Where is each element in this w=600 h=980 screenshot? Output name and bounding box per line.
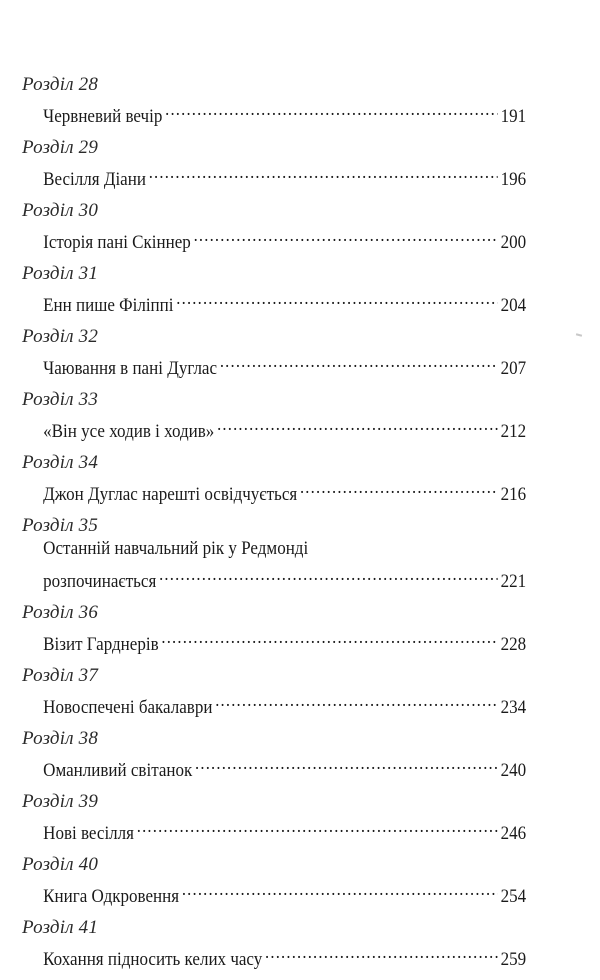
chapter-label: Розділ 28 [22,74,99,95]
toc-title-row [22,624,526,658]
toc-entry [22,602,528,658]
page-number: 228 [500,635,527,655]
dot-leader [161,624,497,650]
chapter-title: Книга Одкровення [43,887,180,907]
chapter-label: Розділ 39 [22,791,99,812]
toc-title-row [22,348,526,382]
page-number: 191 [500,107,527,127]
toc-title-row [22,750,526,784]
chapter-title: Весілля Діани [43,170,146,190]
page-number: 200 [500,233,527,253]
page-number: 221 [500,572,527,592]
chapter-label: Розділ 37 [22,665,99,686]
dot-leader [176,285,497,311]
toc-entry [22,728,528,784]
toc-entry [22,791,528,847]
toc-entry [22,389,528,445]
chapter-label: Розділ 33 [22,389,99,410]
toc-title-row [22,474,526,508]
chapter-title: Чаювання в пані Дуглас [43,359,218,379]
toc-entry [22,854,528,910]
dot-leader [137,813,498,839]
page-number: 212 [500,422,527,442]
toc-title-row [22,561,526,595]
chapter-title: «Він усе ходив і ходив» [43,422,215,442]
chapter-title: Кохання підносить келих часу [43,950,263,970]
toc-entry [22,74,528,130]
toc-entry [22,200,528,256]
page-number: 207 [500,359,527,379]
toc-entry [22,917,528,973]
dot-leader [165,96,498,122]
chapter-title-first-line: Останній навчальний рік у Редмонді [43,539,309,559]
table-of-contents [22,74,528,980]
dot-leader [194,222,498,248]
chapter-label: Розділ 40 [22,854,99,875]
chapter-title: Червневий вечір [43,107,163,127]
chapter-label: Розділ 41 [22,917,99,938]
toc-title-row [22,159,526,193]
chapter-label: Розділ 31 [22,263,99,284]
toc-entry [22,452,528,508]
page-number: 204 [500,296,527,316]
chapter-label: Розділ 36 [22,602,99,623]
chapter-label: Розділ 38 [22,728,99,749]
toc-entry [22,263,528,319]
toc-title-row [22,285,526,319]
toc-title-row [22,411,526,445]
toc-entry [22,665,528,721]
page-number: 254 [500,887,527,907]
toc-title-row [22,876,526,910]
chapter-label: Розділ 34 [22,452,99,473]
page-number: 216 [500,485,527,505]
chapter-label: Розділ 29 [22,137,99,158]
chapter-label: Розділ 35 [22,515,99,536]
toc-entry [22,137,528,193]
toc-title-row [22,222,526,256]
dot-leader [195,750,498,776]
page-number: 240 [500,761,527,781]
toc-title-row [22,813,526,847]
chapter-title: Джон Дуглас нарешті освідчується [43,485,298,505]
chapter-title: Візит Гарднерів [43,635,159,655]
chapter-title: Історія пані Скіннер [43,233,191,253]
paper-speck [576,333,582,336]
toc-title-row [22,939,526,973]
chapter-title: Оманливий світанок [43,761,193,781]
chapter-title: Новоспечені бакалаври [43,698,213,718]
page-number: 259 [500,950,527,970]
chapter-title: Нові весілля [43,824,134,844]
dot-leader [182,876,498,902]
dot-leader [159,561,498,587]
toc-entry [22,515,528,595]
chapter-title: розпочинається [43,572,157,592]
dot-leader [265,939,498,965]
dot-leader [220,348,498,374]
toc-title-row [22,96,526,130]
page-number: 196 [500,170,527,190]
toc-title-row [22,687,526,721]
dot-leader [300,474,498,500]
chapter-title: Енн пише Філіппі [43,296,174,316]
dot-leader [217,411,498,437]
page-number: 246 [500,824,527,844]
dot-leader [215,687,497,713]
toc-entry [22,326,528,382]
page-number: 234 [500,698,527,718]
chapter-label: Розділ 32 [22,326,99,347]
dot-leader [149,159,498,185]
chapter-label: Розділ 30 [22,200,99,221]
